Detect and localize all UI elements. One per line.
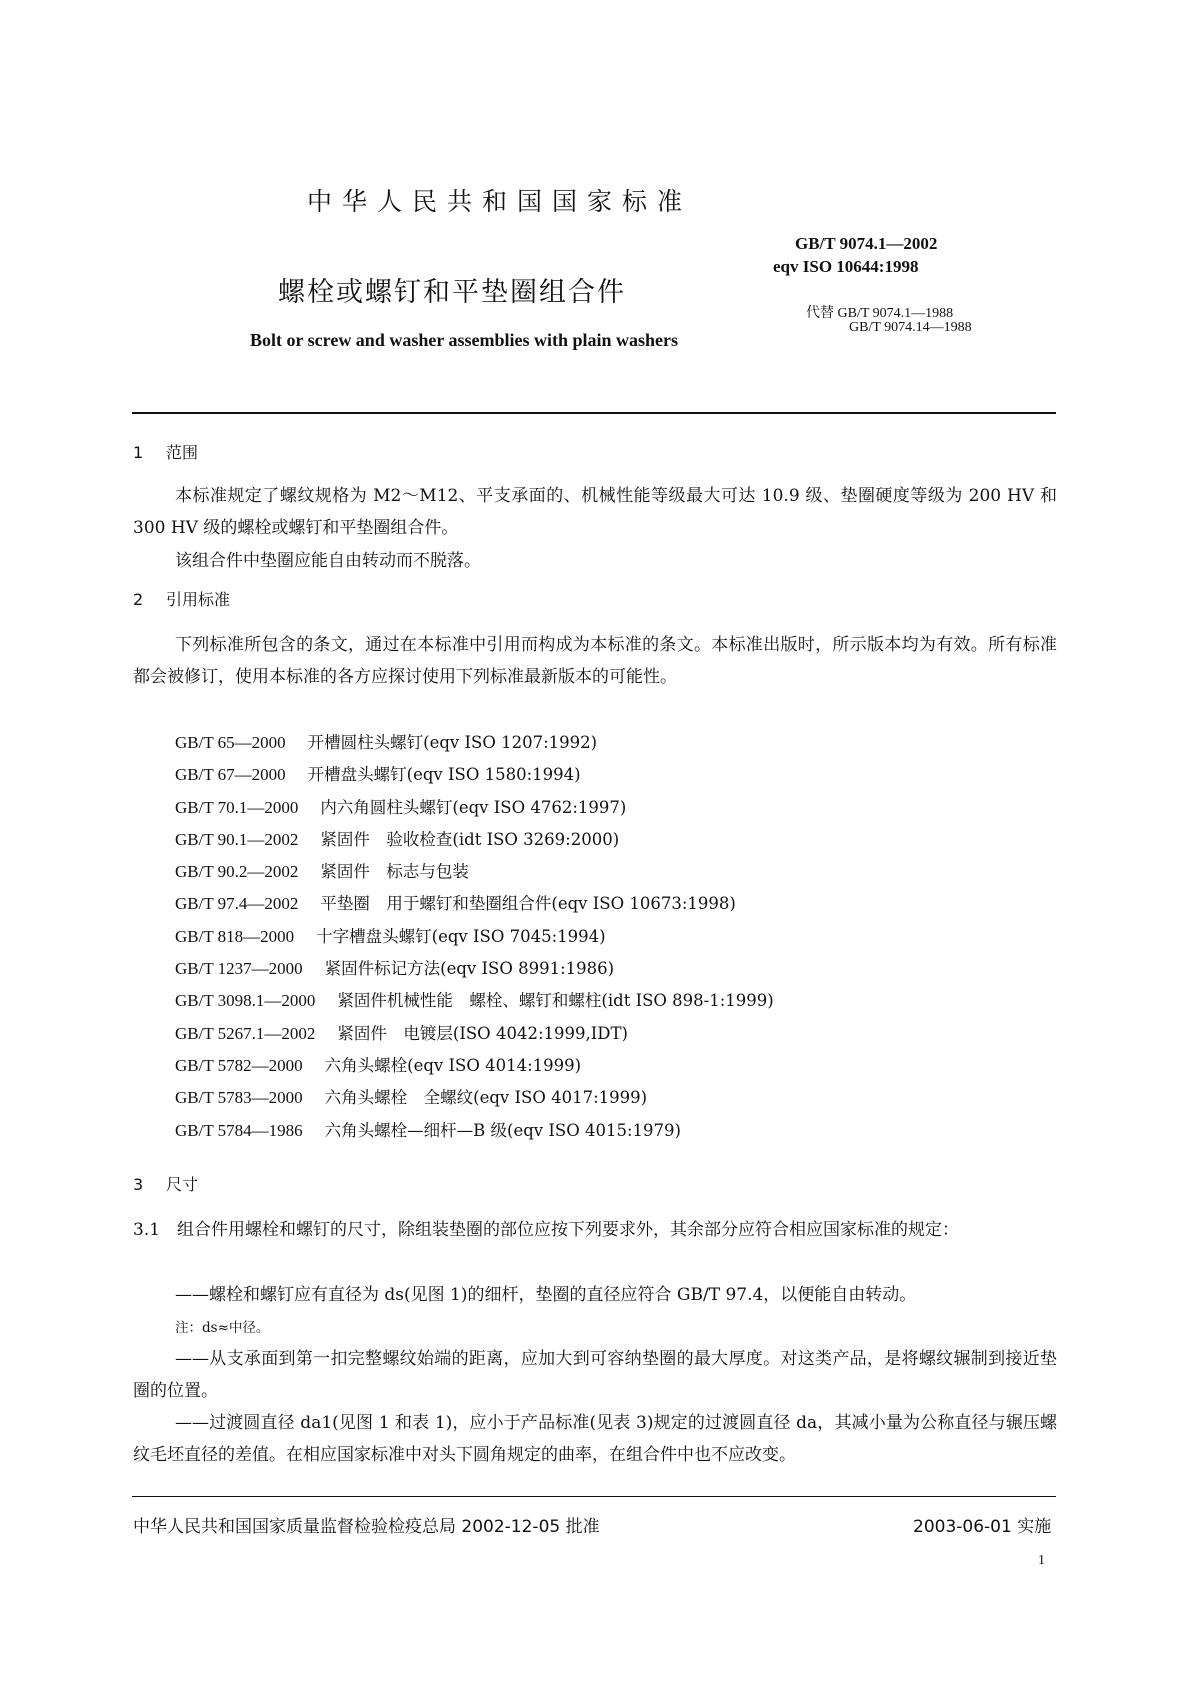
reference-title: 紧固件 电镀层(ISO 4042:1999,IDT): [337, 1023, 628, 1043]
list-item: [175, 921, 774, 953]
section-number: 1: [133, 443, 144, 462]
section-title: 范围: [166, 443, 199, 462]
standard-code: GB/T 9074.1—2002: [795, 234, 938, 253]
list-item: [175, 792, 774, 824]
section-3-note: 注：ds≈中径。: [175, 1320, 270, 1336]
normative-references-list: [175, 727, 774, 1147]
section-3-heading: [133, 1172, 198, 1195]
list-item: [175, 1018, 774, 1050]
section-1-heading: [133, 440, 198, 463]
reference-code: GB/T 90.1—2002: [175, 829, 299, 849]
section-number: 2: [133, 590, 144, 609]
list-item: [175, 1082, 774, 1114]
section-title: 引用标准: [166, 590, 231, 609]
implementation-date: 2003-06-01 实施: [913, 1517, 1052, 1537]
reference-title: 六角头螺栓(eqv ISO 4014:1999): [324, 1055, 582, 1075]
section-2-paragraph-1: 下列标准所包含的条文，通过在本标准中引用而构成为本标准的条文。本标准出版时，所示版本均为有效。所有标准都会被修订，使用本标准的各方应探讨使用下列标准最新版本的可能性。: [133, 635, 1057, 687]
replaces-standard-2: GB/T 9074.14—1988: [849, 320, 972, 335]
document-title-en: Bolt or screw and washer assemblies with plain washers: [250, 330, 679, 350]
reference-code: GB/T 67—2000: [175, 765, 286, 785]
section-3-item-3: ——过渡圆直径 da1(见图 1 和表 1)，应小于产品标准(见表 3)规定的过渡圆直径 da，其减小量为公称直径与辗压螺纹毛坯直径的差值。在相应国家标准中对头下圆角规定的曲率，在组合件中也不应改变。: [133, 1413, 1057, 1465]
list-item: [175, 856, 774, 888]
reference-code: GB/T 818—2000: [175, 926, 295, 946]
reference-code: GB/T 5782—2000: [175, 1055, 303, 1075]
reference-title: 紧固件机械性能 螺栓、螺钉和螺柱(idt ISO 898-1:1999): [337, 991, 774, 1011]
section-3-item-2: ——从支承面到第一扣完整螺纹始端的距离，应加大到可容纳垫圈的最大厚度。对这类产品，是将螺纹辗制到接近垫圈的位置。: [133, 1349, 1057, 1401]
reference-title: 六角头螺栓 全螺纹(eqv ISO 4017:1999): [324, 1088, 648, 1108]
reference-code: GB/T 5267.1—2002: [175, 1023, 316, 1043]
reference-code: GB/T 3098.1—2000: [175, 991, 316, 1011]
list-item: [175, 759, 774, 791]
reference-code: GB/T 97.4—2002: [175, 894, 299, 914]
list-item: [175, 1050, 774, 1082]
footer-divider: [132, 1496, 1056, 1497]
national-standard-title: 中华人民共和国国家标准: [307, 187, 693, 216]
list-item: [175, 727, 774, 759]
reference-code: GB/T 5784—1986: [175, 1120, 303, 1140]
reference-title: 十字槽盘头螺钉(eqv ISO 7045:1994): [316, 926, 606, 946]
section-2-heading: [133, 587, 230, 610]
reference-title: 紧固件标记方法(eqv ISO 8991:1986): [324, 959, 615, 979]
reference-title: 开槽圆柱头螺钉(eqv ISO 1207:1992): [307, 733, 598, 752]
reference-title: 内六角圆柱头螺钉(eqv ISO 4762:1997): [320, 797, 627, 817]
reference-code: GB/T 90.2—2002: [175, 862, 299, 882]
section-number: 3: [133, 1175, 144, 1194]
section-3-1-paragraph: 3.1 组合件用螺栓和螺钉的尺寸，除组装垫圈的部位应按下列要求外，其余部分应符合相应国家标准的规定：: [133, 1220, 960, 1240]
list-item: [175, 985, 774, 1017]
section-1-paragraph-2: 该组合件中垫圈应能自由转动而不脱落。: [175, 551, 481, 571]
list-item: [175, 888, 774, 920]
approval-statement: 中华人民共和国国家质量监督检验检疫总局 2002-12-05 批准: [133, 1517, 600, 1537]
reference-code: GB/T 65—2000: [175, 733, 286, 752]
reference-title: 紧固件 标志与包装: [320, 862, 469, 882]
page-number: 1: [1038, 1553, 1045, 1568]
reference-title: 紧固件 验收检查(idt ISO 3269:2000): [320, 829, 620, 849]
reference-code: GB/T 70.1—2000: [175, 797, 299, 817]
reference-code: GB/T 5783—2000: [175, 1088, 303, 1108]
reference-code: GB/T 1237—2000: [175, 959, 303, 979]
replaces-standard-1: 代替 GB/T 9074.1—1988: [806, 306, 954, 321]
reference-title: 开槽盘头螺钉(eqv ISO 1580:1994): [307, 765, 581, 785]
reference-title: 六角头螺栓—细杆—B 级(eqv ISO 4015:1979): [324, 1120, 681, 1140]
list-item: [175, 1115, 774, 1147]
header-divider: [132, 412, 1056, 414]
section-3-item-1: ——螺栓和螺钉应有直径为 ds(见图 1)的细杆，垫圈的直径应符合 GB/T 97.4，以便能自由转动。: [175, 1285, 917, 1305]
reference-title: 平垫圈 用于螺钉和垫圈组合件(eqv ISO 10673:1998): [320, 894, 736, 914]
section-title: 尺寸: [166, 1175, 199, 1194]
standard-equivalence: eqv ISO 10644:1998: [773, 257, 919, 276]
section-1-paragraph-1: 本标准规定了螺纹规格为 M2～M12、平支承面的、机械性能等级最大可达 10.9 级、垫圈硬度等级为 200 HV 和 300 HV 级的螺栓或螺钉和平垫圈组合件。: [133, 486, 1057, 538]
document-title-cn: 螺栓或螺钉和平垫圈组合件: [278, 277, 626, 308]
list-item: [175, 824, 774, 856]
list-item: [175, 953, 774, 985]
